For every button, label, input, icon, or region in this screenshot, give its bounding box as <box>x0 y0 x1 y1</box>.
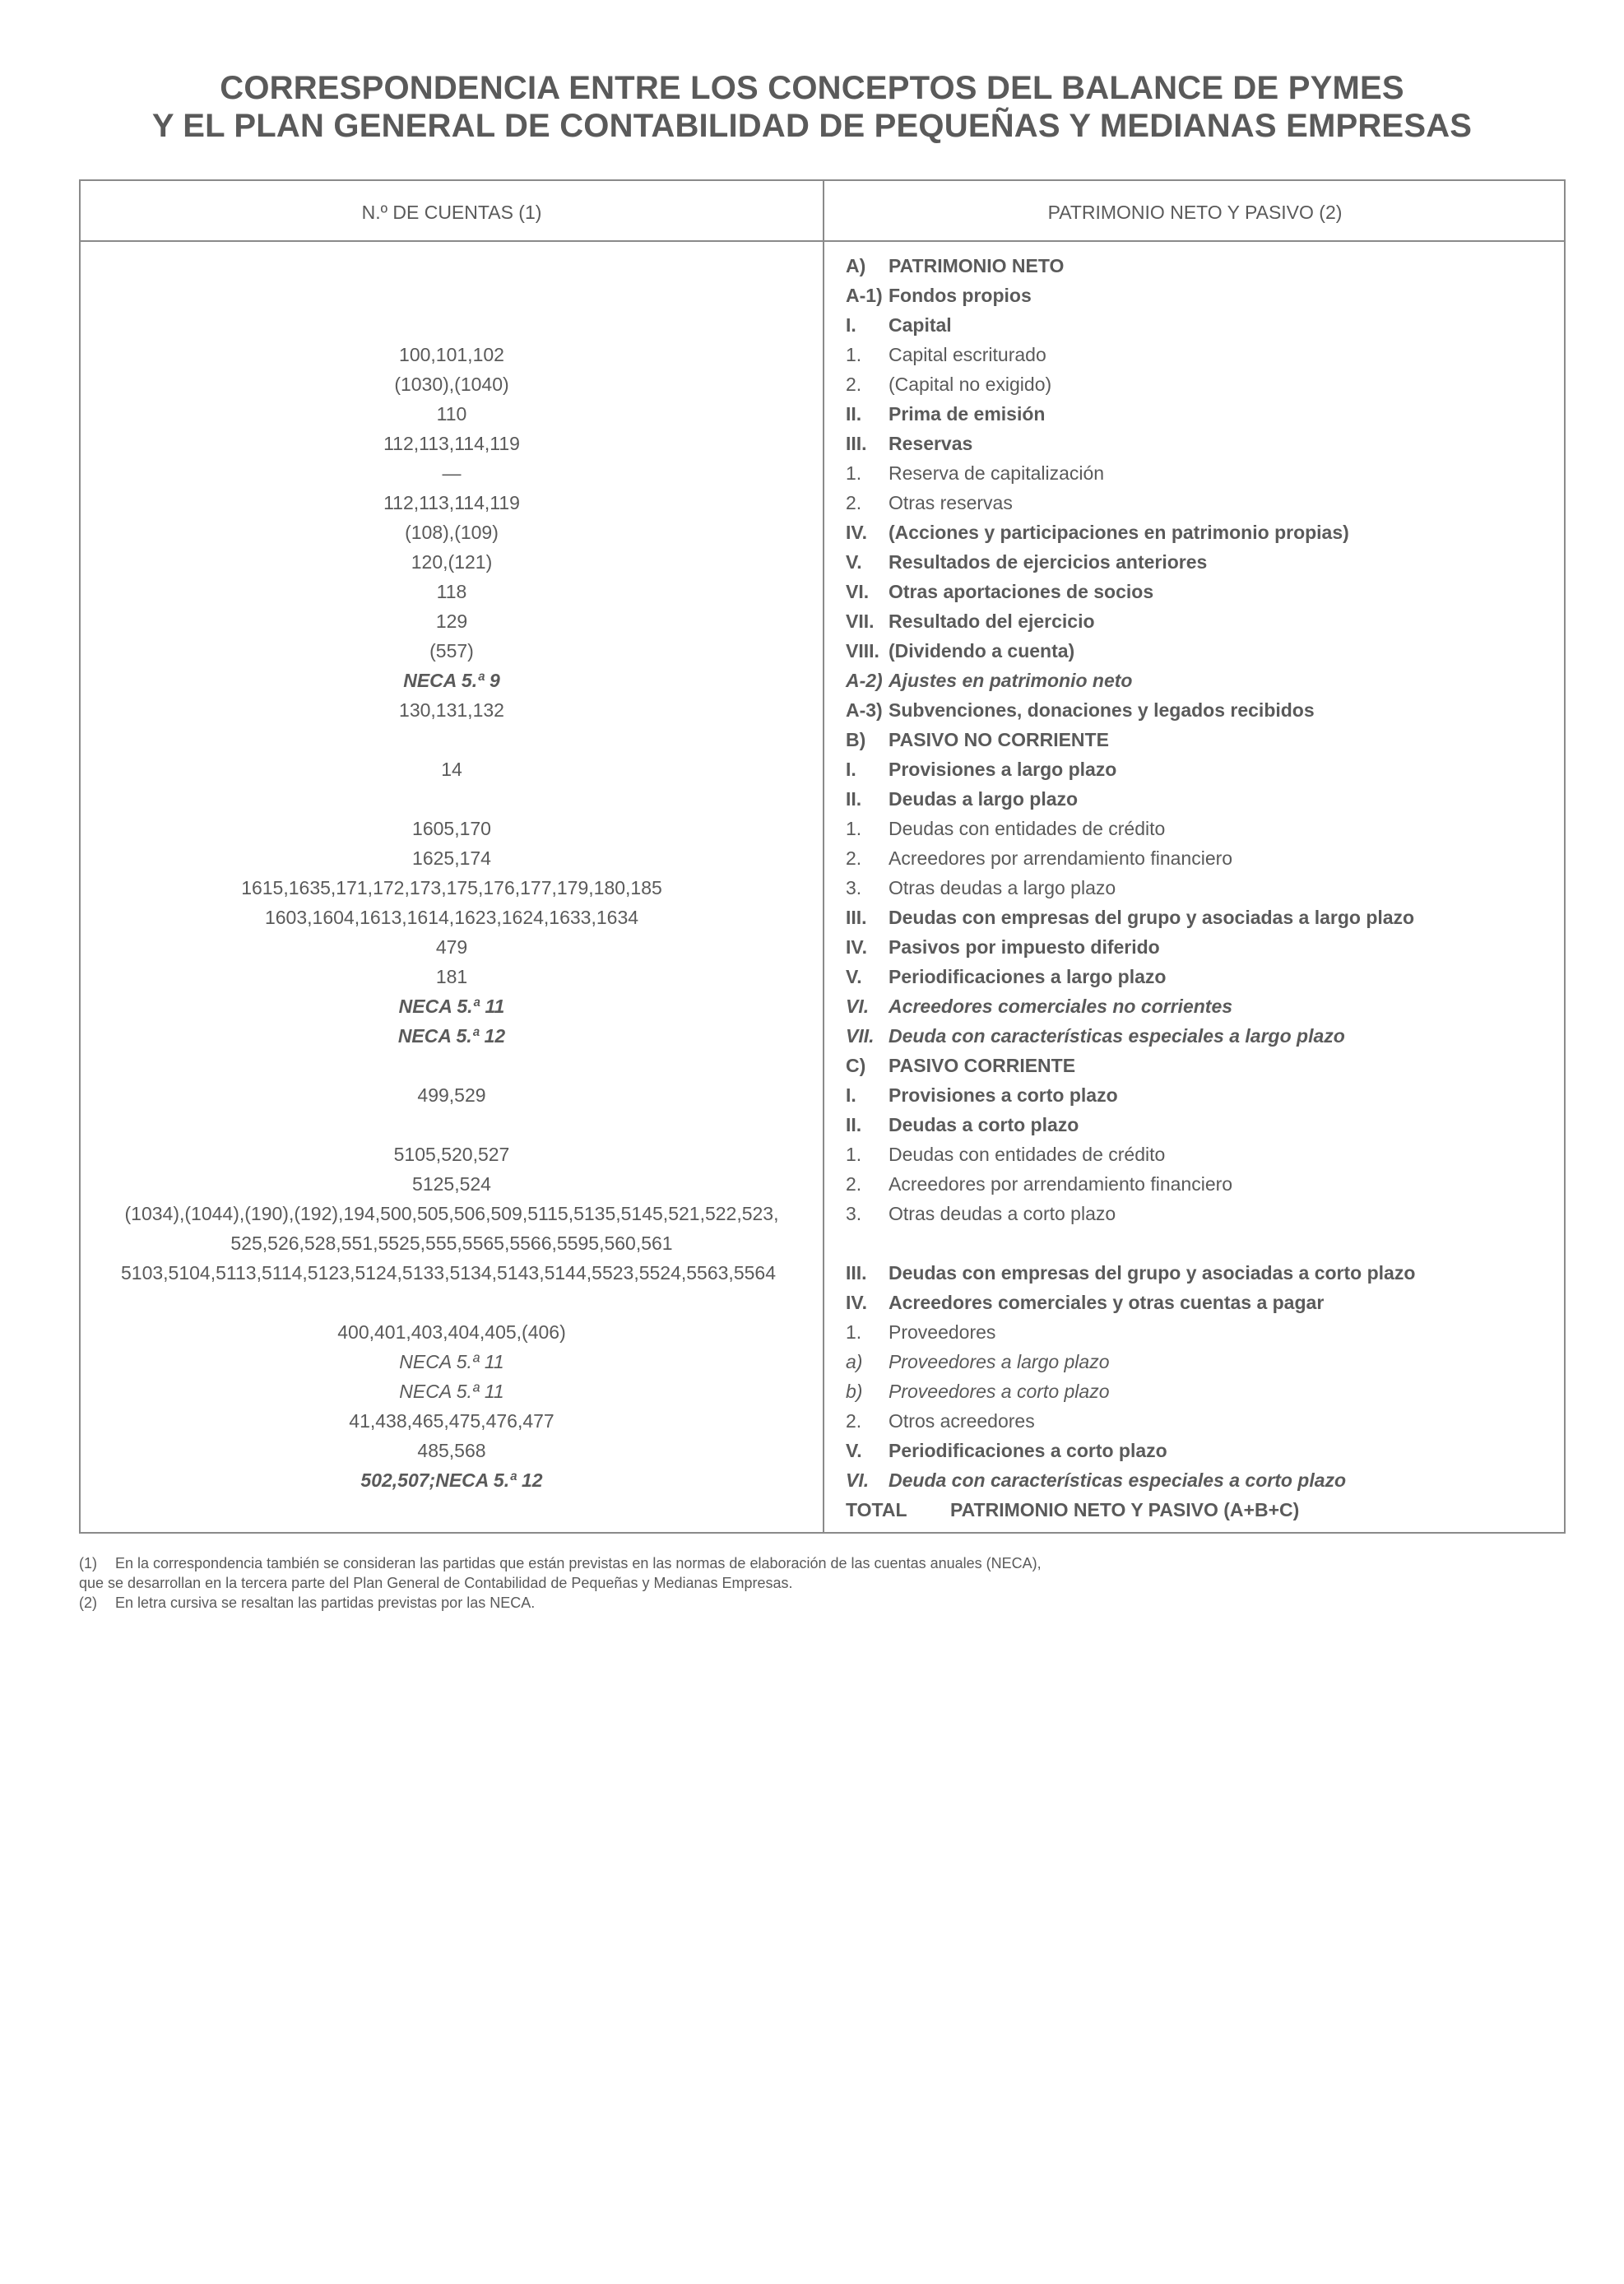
account-numbers-line: 129 <box>435 610 468 632</box>
account-numbers-line: 1625,174 <box>412 847 491 869</box>
account-numbers-line: 1615,1635,171,172,173,175,176,177,179,180,185 <box>241 877 662 898</box>
item-number: A-1) <box>846 285 883 306</box>
footnote-text: En la correspondencia también se consideran las partidas que están previstas en las normas de elaboración de las cuentas anuales (NECA), <box>115 1555 1042 1571</box>
table-row <box>81 310 1564 340</box>
footnote-line <box>79 1573 1042 1593</box>
account-numbers-line: 5105,520,527 <box>393 1144 510 1165</box>
item-number: IV. <box>846 1292 868 1313</box>
account-numbers-line: NECA 5.ª 11 <box>398 996 505 1017</box>
account-numbers-line: 112,113,114,119 <box>383 492 520 513</box>
item-label: PASIVO CORRIENTE <box>889 1055 1076 1076</box>
account-numbers <box>81 932 823 962</box>
item-number: 2. <box>846 1410 862 1432</box>
table-row <box>81 1051 1564 1080</box>
account-numbers <box>81 1347 823 1376</box>
table-row <box>81 873 1564 903</box>
account-numbers <box>81 754 823 784</box>
item-number: II. <box>846 1114 862 1135</box>
item-label: Deudas con entidades de crédito <box>889 818 1166 839</box>
item-number: IV. <box>846 936 868 958</box>
account-numbers-line: 100,101,102 <box>399 344 504 365</box>
item-label: Deuda con características especiales a corto plazo <box>889 1469 1347 1491</box>
account-numbers-line: 400,401,403,404,405,(406) <box>337 1321 566 1343</box>
account-numbers <box>81 1406 823 1436</box>
item-number: V. <box>846 966 862 987</box>
account-numbers <box>81 903 823 932</box>
account-numbers-line: NECA 5.ª 11 <box>399 1351 504 1372</box>
document-title <box>0 69 1624 145</box>
account-numbers-line: (557) <box>429 640 474 662</box>
title-line-2: Y EL PLAN GENERAL DE CONTABILIDAD DE PEQUEÑAS Y MEDIANAS EMPRESAS <box>151 108 1473 144</box>
item-label: Acreedores comerciales no corrientes <box>889 996 1233 1017</box>
table-row <box>81 991 1564 1021</box>
item-label: Acreedores por arrendamiento financiero <box>889 847 1233 869</box>
account-numbers <box>81 1140 823 1169</box>
table-row <box>81 932 1564 962</box>
item-number: III. <box>846 433 867 454</box>
item-label: Deudas con empresas del grupo y asociadas a largo plazo <box>889 907 1415 928</box>
item-label: Capital escriturado <box>889 344 1046 365</box>
item-label: Resultado del ejercicio <box>889 610 1095 632</box>
item-label: Periodificaciones a largo plazo <box>889 966 1167 987</box>
item-number: III. <box>846 1262 867 1284</box>
account-numbers <box>81 1199 823 1258</box>
table-row <box>81 458 1564 488</box>
item-label: Deudas a largo plazo <box>889 788 1079 810</box>
table-row <box>81 1140 1564 1169</box>
item-number: a) <box>846 1351 863 1372</box>
account-numbers-line: (1034),(1044),(190),(192),194,500,505,506,509,5115,5135,5145,521,522,523, <box>124 1203 779 1224</box>
account-numbers-line: 502,507;NECA 5.ª 12 <box>360 1469 543 1491</box>
account-numbers-line: 41,438,465,475,476,477 <box>349 1410 554 1432</box>
table-row <box>81 636 1564 666</box>
header-divider <box>81 240 1564 242</box>
table-row <box>81 340 1564 369</box>
account-numbers-line: 112,113,114,119 <box>383 433 520 454</box>
account-numbers <box>81 488 823 518</box>
item-label: Reserva de capitalización <box>889 462 1105 484</box>
account-numbers-line: (108),(109) <box>405 522 499 543</box>
account-numbers-line: 485,568 <box>417 1440 486 1461</box>
item-label: Deuda con características especiales a largo plazo <box>889 1025 1345 1047</box>
correspondence-table <box>79 179 1566 1534</box>
account-numbers <box>81 1317 823 1347</box>
account-numbers-line: — <box>442 462 462 484</box>
item-number: b) <box>846 1381 863 1402</box>
account-numbers <box>81 1169 823 1199</box>
account-numbers-line: 110 <box>436 403 467 425</box>
item-label: Resultados de ejercicios anteriores <box>889 551 1208 573</box>
account-numbers <box>81 1465 823 1495</box>
item-label: Ajustes en patrimonio neto <box>889 670 1133 691</box>
item-number: V. <box>846 551 862 573</box>
table-row <box>81 1288 1564 1317</box>
item-number: I. <box>846 1084 856 1106</box>
table-row <box>81 814 1564 843</box>
table-row <box>81 1317 1564 1347</box>
table-row <box>81 1347 1564 1376</box>
table-row <box>81 1110 1564 1140</box>
table-row <box>81 1021 1564 1051</box>
item-label: PATRIMONIO NETO Y PASIVO (A+B+C) <box>950 1499 1300 1520</box>
account-numbers <box>81 873 823 903</box>
item-number: 3. <box>846 1203 862 1224</box>
item-number: VI. <box>846 1469 870 1491</box>
item-number: IV. <box>846 522 868 543</box>
account-numbers-line: 181 <box>435 966 468 987</box>
item-number: C) <box>846 1055 866 1076</box>
account-numbers-line: 5103,5104,5113,5114,5123,5124,5133,5134,5143,5144,5523,5524,5563,5564 <box>121 1262 776 1284</box>
account-numbers <box>81 606 823 636</box>
table-row <box>81 1258 1564 1288</box>
account-numbers <box>81 1436 823 1465</box>
account-numbers-line: 120,(121) <box>411 551 493 573</box>
item-label: Subvenciones, donaciones y legados recibidos <box>889 699 1315 721</box>
item-label: Periodificaciones a corto plazo <box>889 1440 1167 1461</box>
table-row <box>81 281 1564 310</box>
item-label: PATRIMONIO NETO <box>889 255 1065 276</box>
header-accounts: N.º DE CUENTAS (1) <box>361 202 542 223</box>
table-row <box>81 962 1564 991</box>
item-number: I. <box>846 759 856 780</box>
item-label: Otras aportaciones de socios <box>889 581 1154 602</box>
account-numbers-line: 1605,170 <box>412 818 491 839</box>
account-numbers-line: 479 <box>435 936 468 958</box>
account-numbers <box>81 518 823 547</box>
account-numbers <box>81 666 823 695</box>
account-numbers <box>81 458 823 488</box>
item-label: Deudas a corto plazo <box>889 1114 1079 1135</box>
item-label: (Acciones y participaciones en patrimonio propias) <box>889 522 1349 543</box>
item-number: A-3) <box>846 699 883 721</box>
item-number: VII. <box>846 610 875 632</box>
account-numbers <box>81 962 823 991</box>
title-line-1: CORRESPONDENCIA ENTRE LOS CONCEPTOS DEL BALANCE DE PYMES <box>220 70 1404 106</box>
item-label: PASIVO NO CORRIENTE <box>889 729 1109 750</box>
account-numbers <box>81 991 823 1021</box>
table-row <box>81 1495 1564 1525</box>
item-label: Prima de emisión <box>889 403 1046 425</box>
item-number: 1. <box>846 344 862 365</box>
table-body <box>81 251 1564 1525</box>
account-numbers-line: 130,131,132 <box>399 699 504 721</box>
item-number: B) <box>846 729 866 750</box>
item-number: VIII. <box>846 640 879 662</box>
table-row <box>81 547 1564 577</box>
footnote-mark: (1) <box>79 1555 97 1571</box>
item-number: 2. <box>846 374 862 395</box>
item-label: Otras reservas <box>889 492 1013 513</box>
account-numbers-line: 499,529 <box>417 1084 486 1106</box>
table-row <box>81 399 1564 429</box>
item-number: 1. <box>846 1321 862 1343</box>
item-number: 2. <box>846 847 862 869</box>
item-label: Otras deudas a corto plazo <box>889 1203 1116 1224</box>
item-number: VII. <box>846 1025 875 1047</box>
item-label: Acreedores por arrendamiento financiero <box>889 1173 1233 1195</box>
table-row <box>81 251 1564 281</box>
table-row <box>81 903 1564 932</box>
item-label: Proveedores a largo plazo <box>889 1351 1110 1372</box>
item-number: III. <box>846 907 867 928</box>
account-numbers-line: 5125,524 <box>412 1173 491 1195</box>
table-row <box>81 1376 1564 1406</box>
table-row <box>81 1169 1564 1199</box>
item-label: Provisiones a corto plazo <box>889 1084 1118 1106</box>
item-label: (Dividendo a cuenta) <box>889 640 1075 662</box>
item-label: (Capital no exigido) <box>889 374 1052 395</box>
account-numbers <box>81 577 823 606</box>
account-numbers <box>81 695 823 725</box>
item-label: Pasivos por impuesto diferido <box>889 936 1160 958</box>
item-number: II. <box>846 403 862 425</box>
item-number: VI. <box>846 581 870 602</box>
table-row <box>81 1199 1564 1258</box>
table-row <box>81 429 1564 458</box>
account-numbers-line: (1030),(1040) <box>394 374 509 395</box>
account-numbers <box>81 1080 823 1110</box>
table-row <box>81 1465 1564 1495</box>
table-row <box>81 725 1564 754</box>
table-row <box>81 369 1564 399</box>
footnote-mark: (2) <box>79 1595 97 1611</box>
footnote-line <box>79 1553 1042 1573</box>
item-number: V. <box>846 1440 862 1461</box>
account-numbers <box>81 429 823 458</box>
table-row <box>81 784 1564 814</box>
footnote-text: En letra cursiva se resaltan las partidas previstas por las NECA. <box>115 1595 536 1611</box>
footnote-text: que se desarrollan en la tercera parte del Plan General de Contabilidad de Pequeñas y Medianas Empresas. <box>79 1575 793 1591</box>
account-numbers <box>81 369 823 399</box>
item-label: Proveedores a corto plazo <box>889 1381 1110 1402</box>
item-label: Otras deudas a largo plazo <box>889 877 1116 898</box>
item-label: Proveedores <box>889 1321 996 1343</box>
table-row <box>81 606 1564 636</box>
table-row <box>81 1406 1564 1436</box>
item-label: Deudas con entidades de crédito <box>889 1144 1166 1165</box>
table-row <box>81 1080 1564 1110</box>
account-numbers <box>81 636 823 666</box>
item-number: I. <box>846 314 856 336</box>
account-numbers <box>77 1258 819 1288</box>
account-numbers-line: NECA 5.ª 11 <box>399 1381 504 1402</box>
item-label: Fondos propios <box>889 285 1032 306</box>
item-number: 3. <box>846 877 862 898</box>
item-label: Acreedores comerciales y otras cuentas a pagar <box>889 1292 1325 1313</box>
account-numbers-line: 525,526,528,551,5525,555,5565,5566,5595,560,561 <box>230 1233 673 1254</box>
item-number: VI. <box>846 996 870 1017</box>
table-row <box>81 843 1564 873</box>
table-row <box>81 1436 1564 1465</box>
table-row <box>81 488 1564 518</box>
account-numbers <box>81 340 823 369</box>
account-numbers <box>81 399 823 429</box>
item-label: Capital <box>889 314 952 336</box>
account-numbers <box>81 814 823 843</box>
item-number: II. <box>846 788 862 810</box>
account-numbers-line: 118 <box>436 581 467 602</box>
item-number: 1. <box>846 818 862 839</box>
item-label: Otros acreedores <box>889 1410 1035 1432</box>
account-numbers-line: 14 <box>441 759 462 780</box>
account-numbers-line: NECA 5.ª 12 <box>397 1025 506 1047</box>
item-number: A) <box>846 255 866 276</box>
item-number: 1. <box>846 1144 862 1165</box>
account-numbers <box>81 1021 823 1051</box>
item-number: A-2) <box>846 670 883 691</box>
account-numbers <box>81 843 823 873</box>
item-label: Deudas con empresas del grupo y asociadas a corto plazo <box>889 1262 1416 1284</box>
account-numbers <box>81 1376 823 1406</box>
table-row <box>81 666 1564 695</box>
table-row <box>81 754 1564 784</box>
item-number: TOTAL <box>846 1499 907 1520</box>
item-label: Reservas <box>889 433 973 454</box>
account-numbers-line: 1603,1604,1613,1614,1623,1624,1633,1634 <box>264 907 639 928</box>
item-number: 2. <box>846 1173 862 1195</box>
account-numbers <box>81 547 823 577</box>
account-numbers-line: NECA 5.ª 9 <box>403 670 500 691</box>
item-number: 2. <box>846 492 862 513</box>
header-equity-liabilities: PATRIMONIO NETO Y PASIVO (2) <box>1047 202 1343 223</box>
item-label: Provisiones a largo plazo <box>889 759 1117 780</box>
item-number: 1. <box>846 462 862 484</box>
footnotes <box>79 1553 1042 1613</box>
table-row <box>81 518 1564 547</box>
footnote-line <box>79 1593 1042 1613</box>
table-row <box>81 695 1564 725</box>
table-row <box>81 577 1564 606</box>
